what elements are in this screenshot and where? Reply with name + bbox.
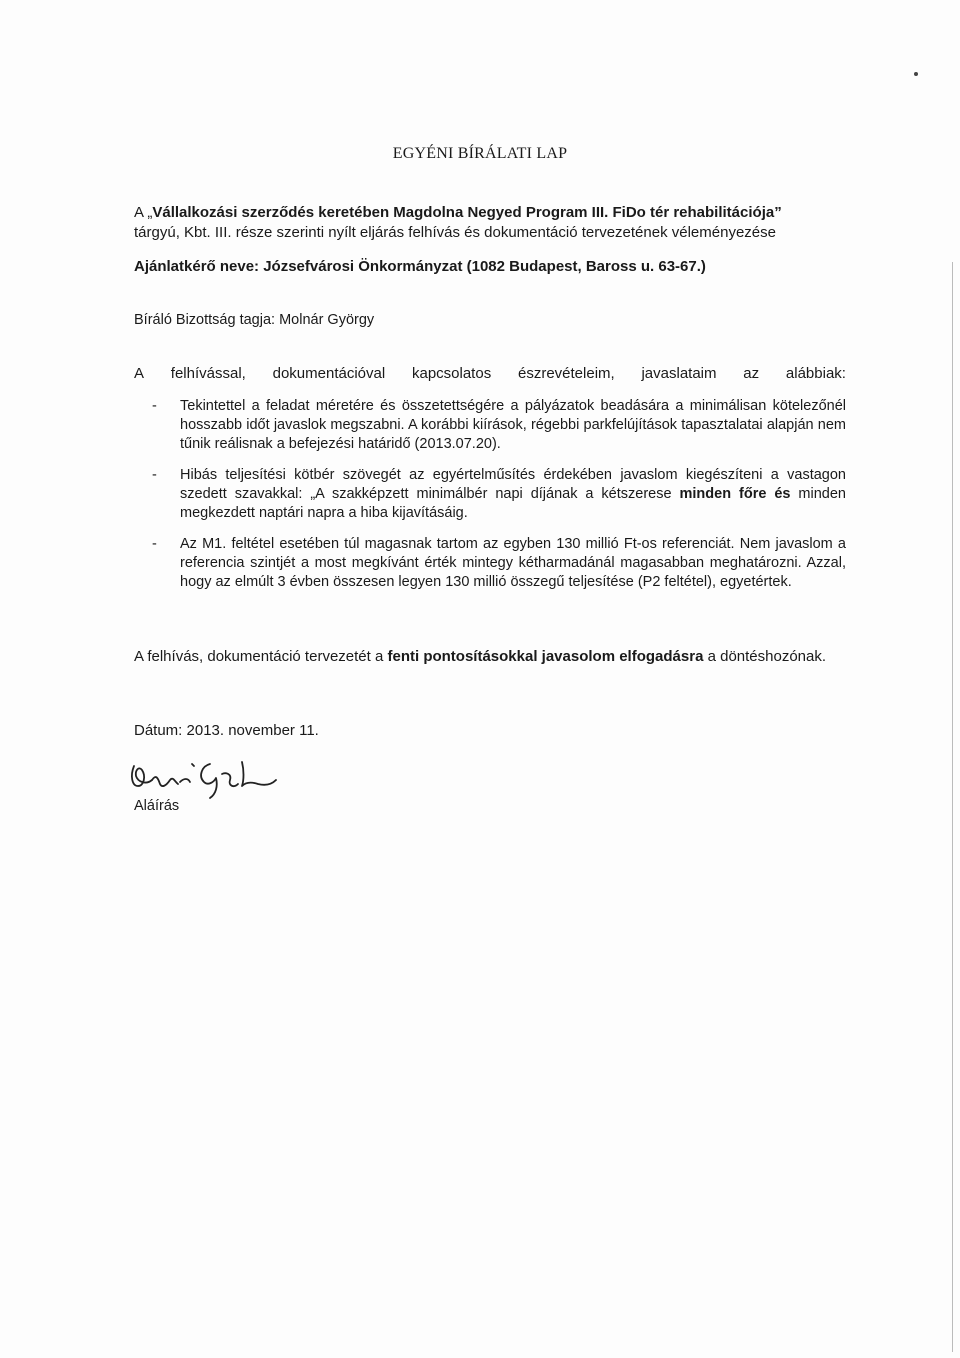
intro-word: észrevételeim, xyxy=(517,365,615,382)
intro-sentence xyxy=(134,365,846,382)
comment-bold-text: minden főre és xyxy=(679,486,791,502)
handwritten-signature xyxy=(126,752,296,802)
comment-text-end: minden megkezdett naptári napra a hiba kijavításáig. xyxy=(180,486,846,521)
intro-word: az xyxy=(743,365,760,382)
document-subject xyxy=(134,203,844,243)
document-date: Dátum: 2013. november 11. xyxy=(134,722,319,739)
intro-word: javaslataim xyxy=(641,365,717,382)
intro-word: felhívással, xyxy=(170,365,246,382)
scan-speck xyxy=(914,72,918,76)
intro-word: alábbiak: xyxy=(785,365,846,382)
comment-text: Az M1. feltétel esetében túl magasnak tartom az egyben 130 millió Ft-os referenciát. Nem javaslom a referencia szintjét a most megkívánt érték mintegy kétharmadánál magasabban meghatározni. Azzal, hogy az elmúlt 3 évben összesen legyen 130 millió összegű teljesítése (P2 feltétel), egyetértek. xyxy=(180,536,846,590)
reviewer-line: Bíráló Bizottság tagja: Molnár György xyxy=(134,312,375,328)
conclusion-paragraph xyxy=(134,647,846,667)
bullet-dash: - xyxy=(152,398,157,414)
intro-word: dokumentációval xyxy=(272,365,386,382)
intro-word: A xyxy=(134,365,145,382)
comment-item xyxy=(134,535,846,592)
signature-label: Aláírás xyxy=(134,798,180,814)
intro-word: kapcsolatos xyxy=(411,365,492,382)
bullet-dash: - xyxy=(152,467,157,483)
bullet-dash: - xyxy=(152,536,157,552)
subject-line-2: tárgyú, Kbt. III. része szerinti nyílt eljárás felhívás és dokumentáció tervezetének véleményezése xyxy=(134,224,776,241)
comment-list xyxy=(134,397,846,604)
comment-item xyxy=(134,397,846,454)
comment-text: Hibás teljesítési kötbér szövegét az egyértelműsítés érdekében javaslom kiegészíteni a vastagon szedett szavakkal: „A szakképzett minimálbér napi díjának a kétszerese xyxy=(180,467,846,502)
subject-prefix: A „ xyxy=(134,204,153,221)
conclusion-text-end: a döntéshozónak. xyxy=(703,648,827,665)
scan-line-right xyxy=(952,262,953,1352)
conclusion-bold-text: fenti pontosításokkal javasolom elfogadásra xyxy=(387,648,704,665)
subject-project-name: Vállalkozási szerződés keretében Magdolna Negyed Program III. FiDo tér rehabilitációja xyxy=(152,204,775,221)
subject-quote-close: ” xyxy=(774,204,782,221)
comment-item xyxy=(134,466,846,523)
conclusion-text: A felhívás, dokumentáció tervezetét a xyxy=(134,648,388,665)
requester-line: Ajánlatkérő neve: Józsefvárosi Önkormányzat (1082 Budapest, Baross u. 63-67.) xyxy=(134,258,706,275)
document-title: EGYÉNI BÍRÁLATI LAP xyxy=(392,145,568,162)
comment-text: Tekintettel a feladat méretére és összetettségére a pályázatok beadására a minimálisan kötelezőnél hosszabb időt javaslok megszabni. A korábbi kiírások, régebbi parkfelújítások tapasztalatai alapján nem tűnik reálisnak a befejezési határidő (2013.07.20). xyxy=(180,398,846,452)
